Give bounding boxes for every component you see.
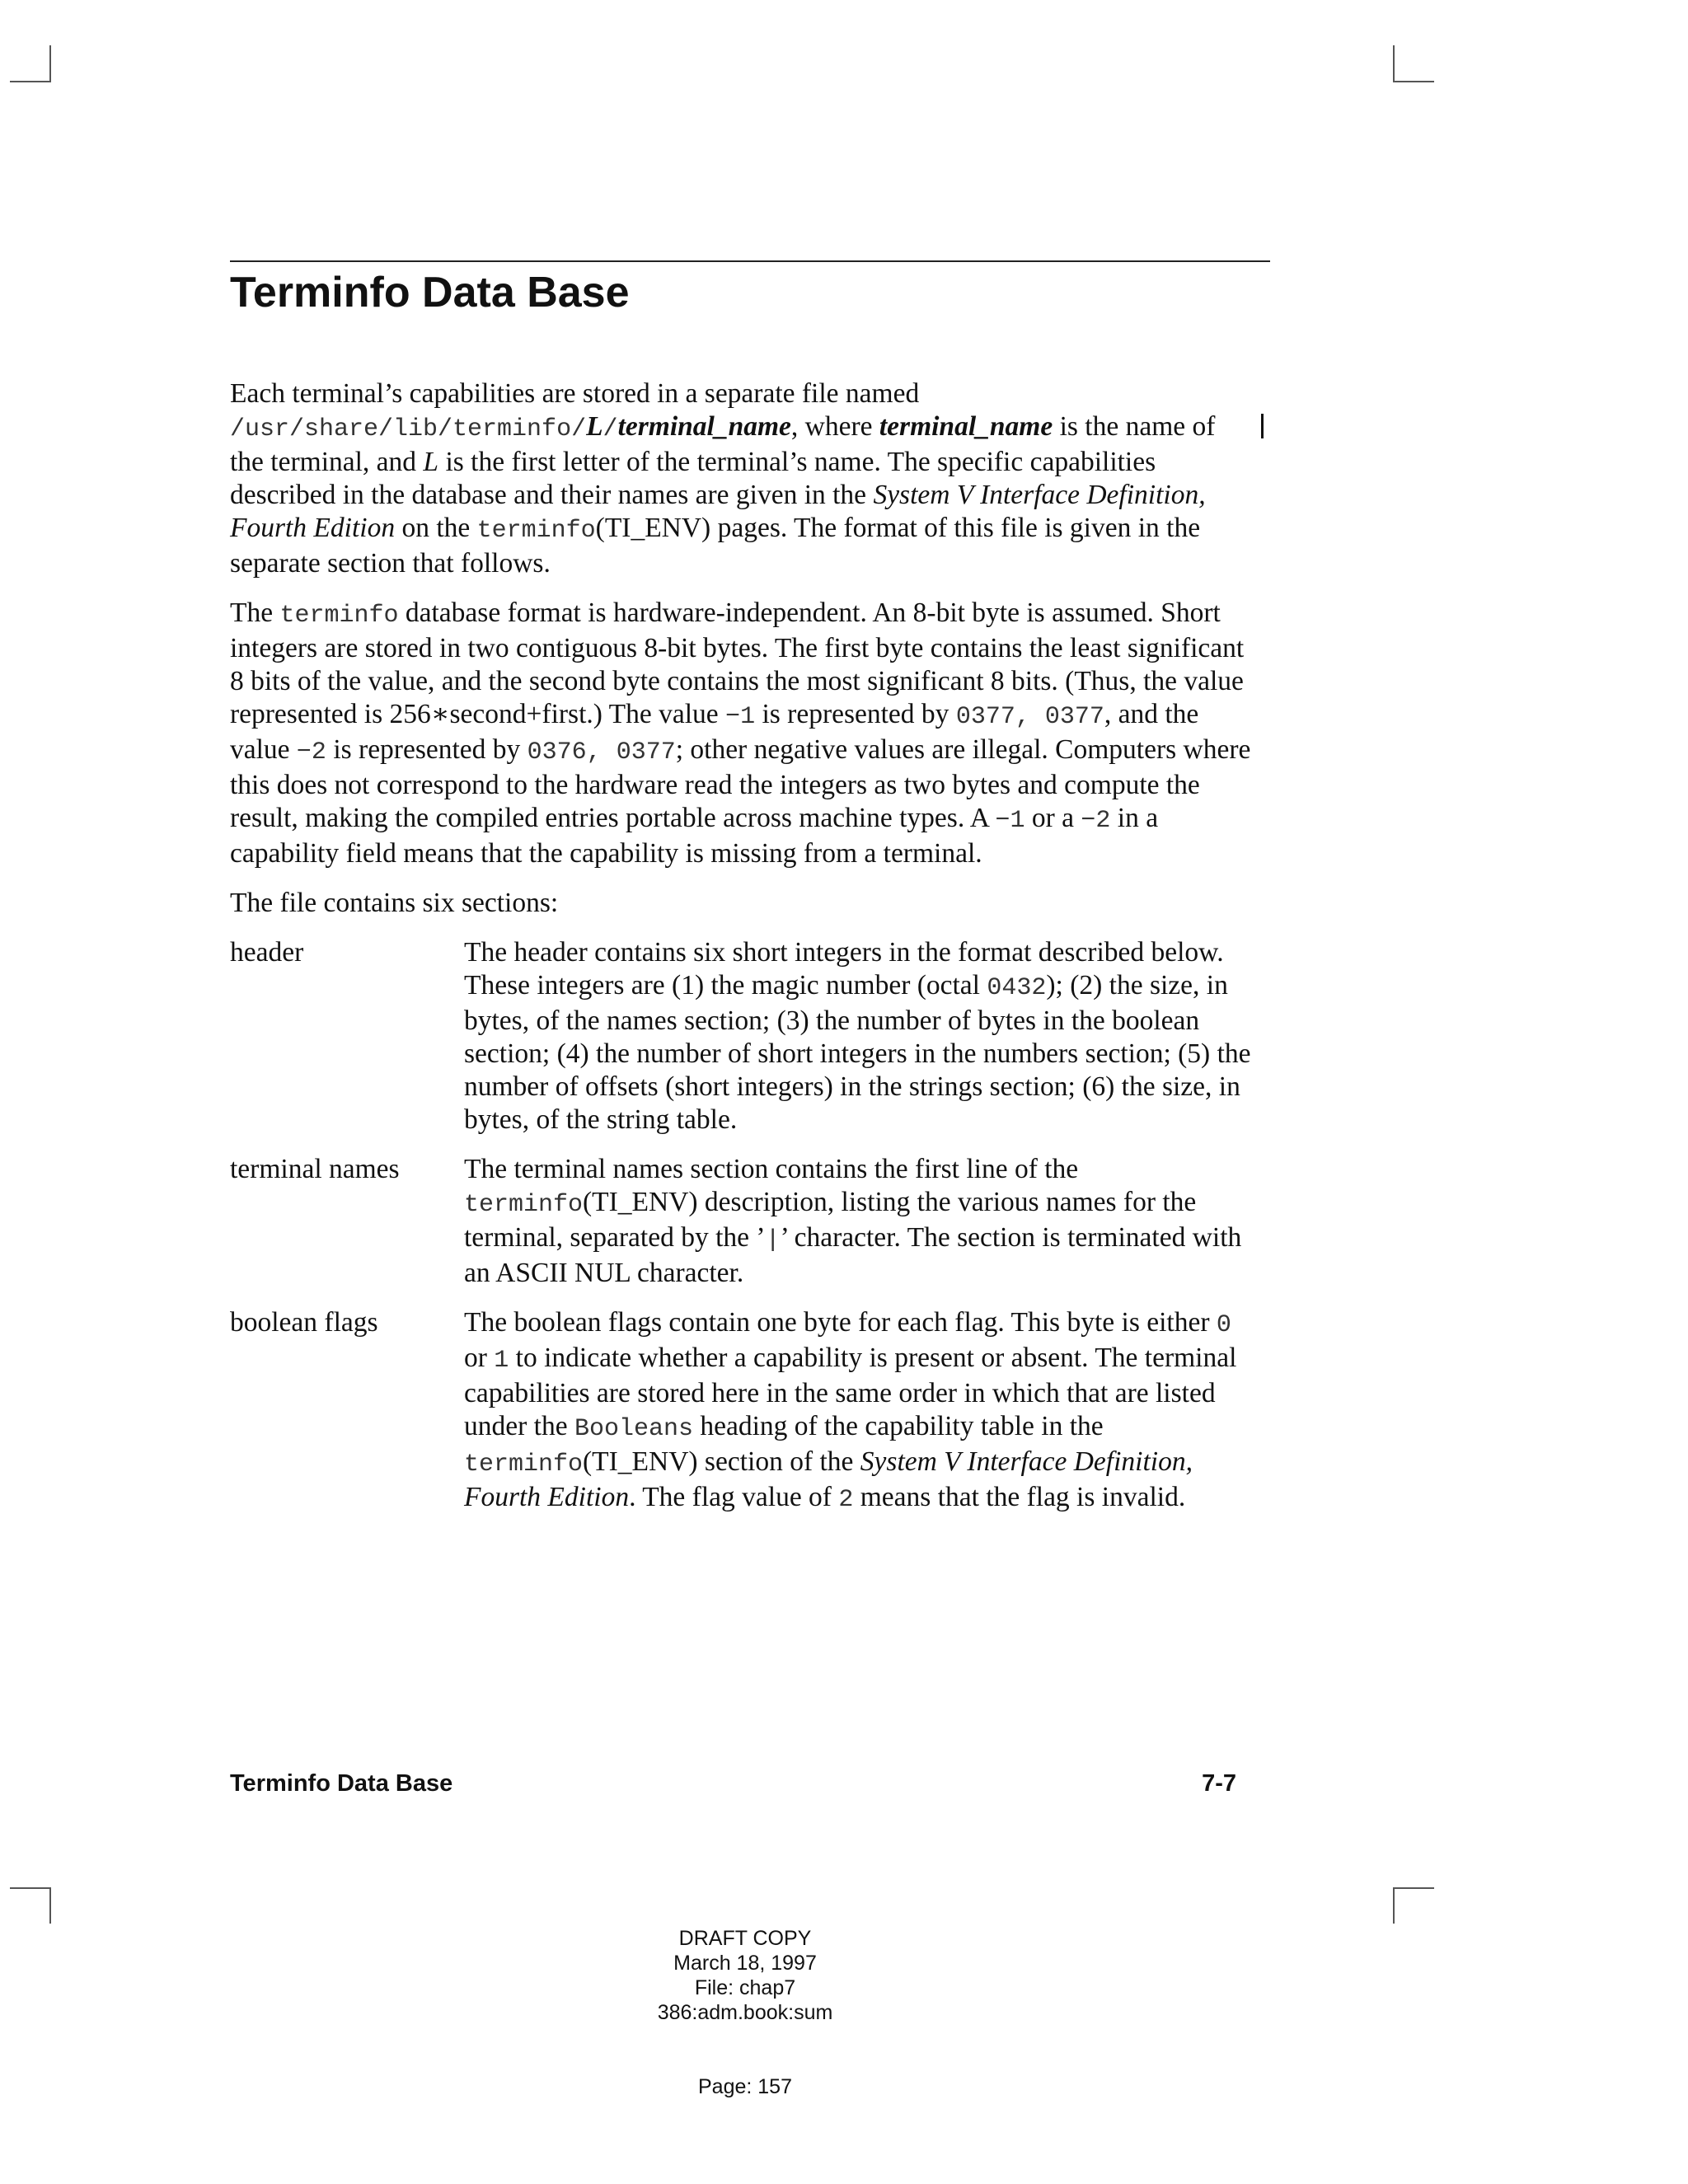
crop-mark-top-left-h [10, 81, 51, 82]
text-run: ); (2) the size, in bytes, of the names section; (3) the number of bytes in the boolean section; (4) the number of short integers in the numbers section; (5) the number of offsets (short integers) in the strings section; (6) the size, in bytes, of the string table. [464, 970, 1251, 1135]
page-counter: Page: 157 [698, 2075, 792, 2098]
path-slash: / [603, 415, 618, 443]
text-run: The terminal names section contains the first line of the [464, 1154, 1079, 1184]
code-value: −2 [1081, 807, 1111, 835]
definition-term: boolean flags [230, 1307, 378, 1338]
text-run: is the first letter of the terminal’s name. The specific capabilities described in the database and their names are given in the [230, 447, 1156, 510]
code-value: −1 [995, 807, 1025, 835]
text-run: (TI_ENV) pages. The format of this file is given in the separate section that follows. [230, 513, 1201, 579]
text-run: ’ character. The section is terminated with an ASCII NUL character. [464, 1222, 1242, 1288]
text-run: means that the flag is invalid. [853, 1482, 1186, 1512]
text-run: heading of the capability table in the [692, 1411, 1104, 1441]
text-run: is represented by [326, 734, 528, 765]
code-value: 0377, 0377 [955, 703, 1104, 731]
svid-reference: System V Interface Definition, Fourth Edition [230, 480, 1206, 543]
crop-mark-top-left-v [49, 45, 51, 82]
text-run: (TI_ENV) description, listing the various names for the terminal, separated by the ’ [464, 1187, 1197, 1253]
text-run: (TI_ENV) section of the [583, 1446, 860, 1477]
crop-mark-bottom-left-v [49, 1887, 51, 1924]
text-run: is represented by [755, 699, 956, 729]
code-value: 0 [1216, 1311, 1231, 1339]
text-run: , where [790, 411, 879, 442]
definition-description [464, 936, 1252, 1137]
definition-term: header [230, 937, 304, 968]
sections-intro: The file contains six sections: [230, 888, 559, 918]
format-paragraph [230, 597, 1252, 870]
definition-term: terminal names [230, 1154, 400, 1184]
crop-mark-top-right-v [1393, 45, 1395, 82]
terminfo-ref: terminfo [476, 517, 596, 545]
text-run: , and the value [230, 699, 1199, 765]
terminfo-ref: terminfo [464, 1191, 584, 1219]
running-footer-page-number: 7-7 [1202, 1770, 1236, 1797]
code-value: −1 [725, 703, 756, 731]
terminfo-ref: terminfo [464, 1451, 584, 1479]
code-value: −2 [296, 738, 326, 766]
terminal-name-placeholder: terminal_name [879, 411, 1053, 442]
draft-line: March 18, 1997 [673, 1952, 817, 1975]
code-value: Booleans [574, 1415, 693, 1443]
text-run: or [464, 1343, 495, 1373]
text-run: on the [395, 513, 477, 543]
text-run: or a [1025, 803, 1081, 833]
code-value: 0376, 0377 [527, 738, 676, 766]
text-run: The [230, 598, 280, 628]
text-run: to indicate whether a capability is present or absent. The terminal capabilities are stored here in the same order in which that are listed under the [464, 1343, 1237, 1441]
page-title: Terminfo Data Base [230, 269, 630, 316]
letter-placeholder: L [586, 411, 603, 442]
text-run: database format is hardware-independent. An 8-bit byte is assumed. Short integers are stored in two contiguous 8-bit bytes. The first byte contains the least significant 8 bits of the value, and the second byte contains the most significant 8 bits. (Thus, the value represented is 256∗second+first.) The value [230, 598, 1245, 729]
text-run: . The flag value of [629, 1482, 839, 1512]
text-run: ; other negative values are illegal. Computers where this does not correspond to the hardware read the integers as two bytes and compute the result, making the compiled entries portable across machine types. A [230, 734, 1251, 833]
draft-line: 386:adm.book:sum [657, 2001, 833, 2024]
definition-terminal-names [230, 1153, 1252, 1290]
section-definitions [230, 936, 1252, 1516]
draft-stamp [580, 1926, 910, 2025]
code-value: 1 [494, 1347, 509, 1375]
intro-paragraph [230, 377, 1252, 580]
definition-description [464, 1153, 1252, 1290]
crop-mark-top-right-h [1393, 81, 1434, 82]
definition-boolean-flags [230, 1306, 1252, 1516]
file-path: /usr/share/lib/terminfo/ [230, 415, 587, 443]
letter-placeholder: L [423, 447, 439, 477]
text-run: The boolean flags contain one byte for each flag. This byte is either [464, 1307, 1217, 1338]
crop-mark-bottom-left-h [10, 1887, 51, 1889]
title-rule [230, 260, 1270, 262]
code-value: 2 [838, 1486, 854, 1514]
terminfo-ref: terminfo [279, 602, 399, 630]
text-run: The header contains six short integers in the format described below. These integers are (1) the magic number (octal [464, 937, 1224, 1001]
definition-description [464, 1306, 1252, 1516]
draft-line: File: chap7 [694, 1976, 796, 1999]
terminal-name-placeholder: terminal_name [617, 411, 791, 442]
running-footer-title: Terminfo Data Base [230, 1770, 453, 1797]
text-run: in a capability field means that the capability is missing from a terminal. [230, 803, 1159, 869]
crop-mark-bottom-right-v [1393, 1887, 1395, 1924]
text-run: Each terminal’s capabilities are stored in a separate file named [230, 378, 920, 409]
svid-reference: System V Interface Definition, Fourth Edition [464, 1446, 1193, 1512]
definition-header [230, 936, 1252, 1137]
crop-mark-bottom-right-h [1393, 1887, 1434, 1889]
code-value: 0432 [987, 974, 1047, 1002]
change-bar [1261, 414, 1264, 438]
code-value: | [765, 1226, 781, 1254]
text-run: is the name of the terminal, and [230, 411, 1216, 477]
draft-line: DRAFT COPY [678, 1927, 812, 1950]
body-text [230, 377, 1252, 1533]
